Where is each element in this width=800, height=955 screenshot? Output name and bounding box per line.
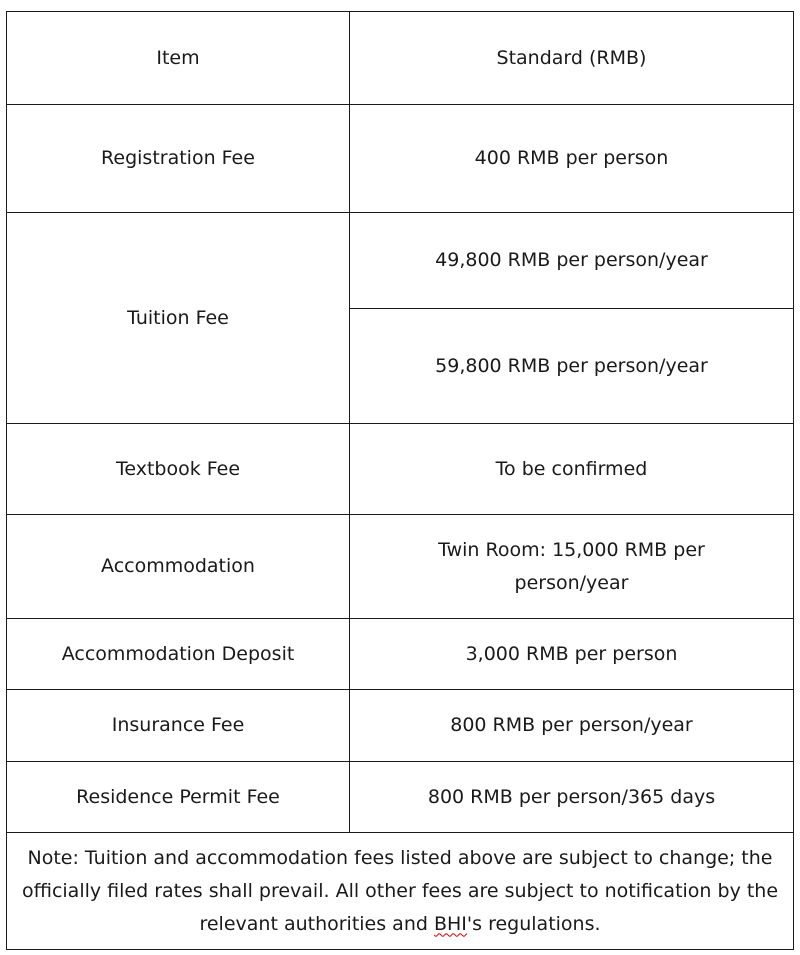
- item-accommodation: Accommodation: [7, 515, 350, 619]
- note-text-end: 's regulations.: [466, 912, 601, 935]
- item-residence-permit-fee: Residence Permit Fee: [7, 762, 350, 833]
- table-row: [7, 424, 794, 515]
- standard-residence-permit-fee: 800 RMB per person/365 days: [350, 762, 794, 833]
- standard-accommodation-text: Twin Room: 15,000 RMB per person/year: [438, 538, 705, 594]
- item-tuition-fee: Tuition Fee: [7, 213, 350, 424]
- header-item: Item: [7, 12, 350, 105]
- table-row: [7, 515, 794, 619]
- header-standard: Standard (RMB): [350, 12, 794, 105]
- standard-insurance-fee: 800 RMB per person/year: [350, 690, 794, 762]
- item-accommodation-deposit: Accommodation Deposit: [7, 619, 350, 690]
- fee-table: [6, 11, 794, 950]
- table-row: [7, 105, 794, 213]
- standard-accommodation: [350, 515, 794, 619]
- table-row: [7, 619, 794, 690]
- note-cell: [7, 833, 794, 950]
- standard-registration-fee: 400 RMB per person: [350, 105, 794, 213]
- note-bhi: BHI: [433, 912, 467, 935]
- item-textbook-fee: Textbook Fee: [7, 424, 350, 515]
- table-row: [7, 213, 794, 309]
- note-row: [7, 833, 794, 950]
- standard-accommodation-deposit: 3,000 RMB per person: [350, 619, 794, 690]
- standard-tuition-fee-1: 49,800 RMB per person/year: [350, 213, 794, 309]
- table-row: [7, 690, 794, 762]
- table-row: [7, 762, 794, 833]
- table-header-row: [7, 12, 794, 105]
- item-registration-fee: Registration Fee: [7, 105, 350, 213]
- item-insurance-fee: Insurance Fee: [7, 690, 350, 762]
- note-text-start: Note: Tuition and accommodation fees listed above are subject to change; the officially filed rates shall prevail. All other fees are subject to notification by the relevant authorities and: [21, 846, 779, 935]
- standard-tuition-fee-2: 59,800 RMB per person/year: [350, 309, 794, 424]
- standard-textbook-fee: To be confirmed: [350, 424, 794, 515]
